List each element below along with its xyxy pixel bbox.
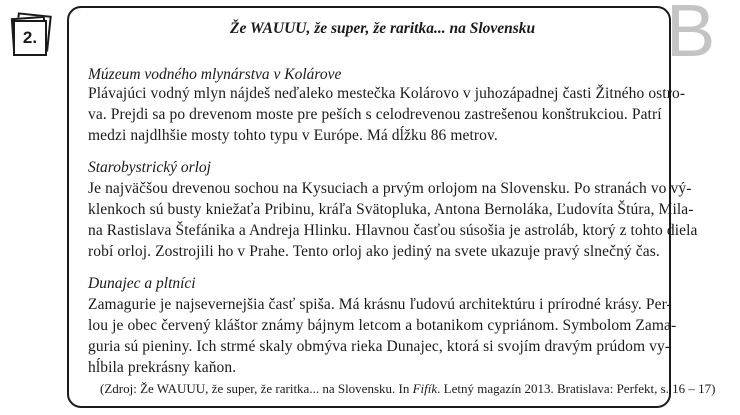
- task-number: 2.: [13, 20, 47, 56]
- paragraph-line: Zamagurie je najsevernejšia časť spiša. Má krásnu ľudovú architektúru i prírodné krásy. Per-: [88, 296, 672, 313]
- article-title: Že WAUUU, že super, že raritka... na Slovensku: [230, 20, 536, 37]
- section-heading-mlyn: Múzeum vodného mlynárstva v Kolárove: [88, 66, 342, 83]
- paragraph-line: Plávajúci vodný mlyn nájdeš neďaleko mestečka Kolárovo v juhozápadnej časti Žitného ostro-: [88, 85, 686, 102]
- paragraph-line: guria sú pieniny. Ich strmé skaly obmýva rieka Dunajec, ktorá si svojím dravým prúdom vy-: [88, 338, 671, 355]
- section-heading-orloj: Starobystrický orloj: [88, 159, 211, 176]
- paragraph-line: lou je obec červený kláštor známy bájnym letcom a botanikom cypriánom. Symbolom Zama-: [88, 317, 677, 334]
- section-letter-b: B: [666, 0, 716, 72]
- source-citation: [100, 381, 716, 397]
- paragraph-line: medzi najdlhšie mosty tohto typu v Európe. Má dĺžku 86 metrov.: [88, 127, 498, 144]
- task-number-badge: [11, 14, 51, 58]
- source-magazine: Fifík: [412, 381, 438, 396]
- source-suffix: . Letný magazín 2013. Bratislava: Perfekt, s. 16 – 17): [437, 381, 716, 396]
- paragraph-line: na Rastislava Štefánika a Andreja Hlinku. Hlavnou časťou súsošia je astroláb, ktorý z tohto diela: [88, 222, 698, 239]
- section-heading-dunajec: Dunajec a pltníci: [88, 275, 196, 292]
- paragraph-line: Je najväčšou drevenou sochou na Kysuciach a prvým orlojom na Slovensku. Po stranách vo vý-: [88, 180, 692, 197]
- paragraph-line: klenkoch sú busty kniežaťa Pribinu, kráľa Svätopluka, Antona Bernoláka, Ľudovíta Štúra, Mila-: [88, 201, 694, 218]
- paragraph-line: hĺbila prekrásny kaňon.: [88, 359, 237, 376]
- paragraph-line: va. Prejdi sa po drevenom moste pre peších s celodrevenou zastrešenou konštrukciou. Patrí: [88, 106, 662, 123]
- paragraph-line: robí orloj. Zostrojili ho v Prahe. Tento orloj ako jediný na svete ukazuje pravý slnečný čas.: [88, 243, 660, 260]
- source-prefix: (Zdroj: Že WAUUU, že super, že raritka... na Slovensku. In: [100, 381, 413, 396]
